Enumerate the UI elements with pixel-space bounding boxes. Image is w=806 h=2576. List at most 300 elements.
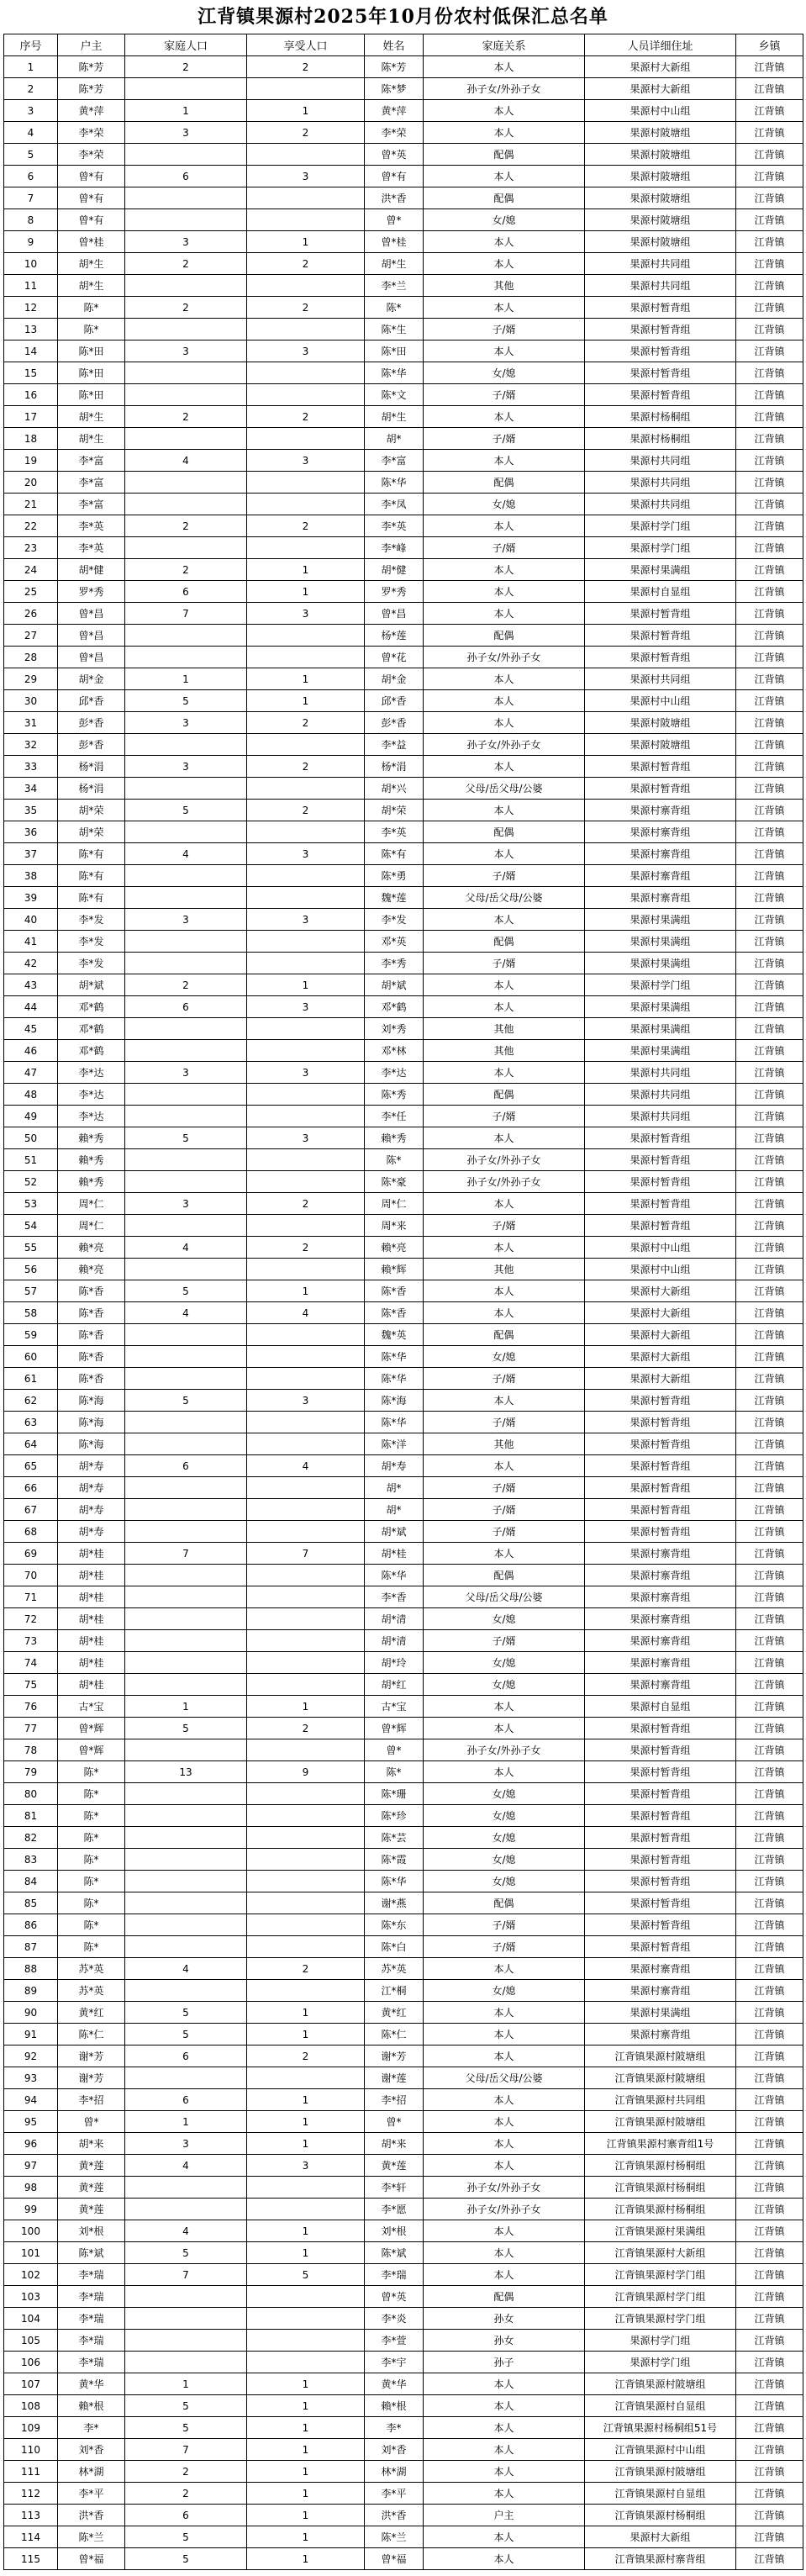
cell-name: 陈*有	[365, 843, 424, 865]
cell-seq: 45	[4, 1018, 58, 1040]
cell-family-size	[125, 647, 247, 668]
cell-address: 果源村中山组	[585, 1259, 736, 1280]
cell-relation: 配偶	[424, 625, 585, 647]
cell-town: 江背镇	[736, 515, 803, 537]
cell-head: 胡*健	[58, 559, 125, 581]
cell-head: 黄*莲	[58, 2177, 125, 2199]
cell-benefit-size: 3	[247, 340, 365, 362]
cell-address: 果源村学门组	[585, 515, 736, 537]
cell-family-size: 5	[125, 2395, 247, 2417]
table-row	[4, 2352, 803, 2373]
cell-seq: 55	[4, 1237, 58, 1259]
cell-relation: 本人	[424, 253, 585, 275]
cell-name: 賴*辉	[365, 1259, 424, 1280]
cell-family-size: 4	[125, 1237, 247, 1259]
cell-seq: 43	[4, 974, 58, 996]
cell-family-size	[125, 1608, 247, 1630]
cell-benefit-size	[247, 1149, 365, 1171]
cell-relation: 本人	[424, 1455, 585, 1477]
cell-seq: 3	[4, 100, 58, 122]
cell-relation: 父母/岳父母/公婆	[424, 2067, 585, 2089]
cell-name: 胡*玲	[365, 1652, 424, 1674]
cell-address: 果源村共同组	[585, 450, 736, 472]
cell-family-size: 1	[125, 100, 247, 122]
cell-seq: 13	[4, 319, 58, 340]
cell-family-size: 4	[125, 1958, 247, 1980]
cell-name: 杨*涓	[365, 756, 424, 778]
cell-name: 李*轩	[365, 2177, 424, 2199]
cell-address: 江背镇果源村陂塘组	[585, 2373, 736, 2395]
cell-family-size: 1	[125, 1696, 247, 1718]
cell-address: 果源村暂背组	[585, 1936, 736, 1958]
cell-name: 陈*	[365, 297, 424, 319]
table-row	[4, 1980, 803, 2002]
cell-address: 果源村寨背组	[585, 1543, 736, 1565]
cell-benefit-size	[247, 494, 365, 515]
cell-seq: 63	[4, 1412, 58, 1433]
cell-relation: 本人	[424, 2395, 585, 2417]
cell-town: 江背镇	[736, 625, 803, 647]
table-row	[4, 56, 803, 78]
cell-town: 江背镇	[736, 843, 803, 865]
cell-benefit-size	[247, 1630, 365, 1652]
cell-address: 果源村暂背组	[585, 1871, 736, 1892]
table-row	[4, 1521, 803, 1543]
cell-town: 江背镇	[736, 100, 803, 122]
cell-family-size	[125, 2352, 247, 2373]
cell-name: 陈*兰	[365, 2526, 424, 2548]
cell-relation: 其他	[424, 275, 585, 297]
table-row	[4, 909, 803, 931]
cell-benefit-size: 2	[247, 756, 365, 778]
cell-address: 果源村大新组	[585, 2526, 736, 2548]
table-row	[4, 428, 803, 450]
cell-head: 曾*昌	[58, 603, 125, 625]
cell-relation: 本人	[424, 800, 585, 821]
cell-name: 谢*莲	[365, 2067, 424, 2089]
cell-name: 魏*英	[365, 1324, 424, 1346]
cell-town: 江背镇	[736, 2526, 803, 2548]
cell-seq: 18	[4, 428, 58, 450]
cell-family-size	[125, 1936, 247, 1958]
cell-head: 賴*秀	[58, 1127, 125, 1149]
cell-name: 胡*健	[365, 559, 424, 581]
cell-address: 果源村暂背组	[585, 1761, 736, 1783]
cell-head: 黄*华	[58, 2373, 125, 2395]
table-row	[4, 1871, 803, 1892]
cell-benefit-size: 3	[247, 2155, 365, 2177]
table-row	[4, 319, 803, 340]
cell-benefit-size	[247, 1324, 365, 1346]
cell-family-size: 3	[125, 712, 247, 734]
cell-name: 谢*燕	[365, 1892, 424, 1914]
cell-head: 李*瑞	[58, 2264, 125, 2286]
table-row	[4, 690, 803, 712]
cell-head: 苏*英	[58, 1958, 125, 1980]
cell-town: 江背镇	[736, 1761, 803, 1783]
cell-address: 果源村暂背组	[585, 362, 736, 384]
cell-name: 洪*香	[365, 187, 424, 209]
cell-head: 陈*田	[58, 340, 125, 362]
cell-address: 果源村暂背组	[585, 1739, 736, 1761]
cell-address: 果源村寨背组	[585, 1958, 736, 1980]
table-row	[4, 2264, 803, 2286]
cell-town: 江背镇	[736, 2395, 803, 2417]
cell-head: 曾*辉	[58, 1739, 125, 1761]
cell-benefit-size: 4	[247, 1455, 365, 1477]
cell-family-size	[125, 821, 247, 843]
cell-name: 胡*荣	[365, 800, 424, 821]
cell-family-size: 5	[125, 1390, 247, 1412]
cell-head: 陈*	[58, 1783, 125, 1805]
cell-head: 李*发	[58, 953, 125, 974]
table-row	[4, 1149, 803, 1171]
cell-family-size: 5	[125, 1127, 247, 1149]
cell-address: 果源村暂背组	[585, 1783, 736, 1805]
cell-seq: 64	[4, 1433, 58, 1455]
cell-benefit-size	[247, 1499, 365, 1521]
cell-address: 果源村寨背组	[585, 1565, 736, 1586]
cell-address: 果源村暂背组	[585, 1892, 736, 1914]
cell-seq: 57	[4, 1280, 58, 1302]
cell-address: 果源村果满组	[585, 931, 736, 953]
cell-head: 李*富	[58, 494, 125, 515]
cell-head: 李*	[58, 2417, 125, 2439]
cell-relation: 本人	[424, 2045, 585, 2067]
cell-seq: 42	[4, 953, 58, 974]
table-row	[4, 1608, 803, 1630]
cell-head: 賴*秀	[58, 1171, 125, 1193]
cell-benefit-size: 1	[247, 2417, 365, 2439]
cell-family-size	[125, 1215, 247, 1237]
cell-head: 李*富	[58, 472, 125, 494]
cell-benefit-size	[247, 1674, 365, 1696]
cell-address: 果源村陂塘组	[585, 734, 736, 756]
cell-seq: 106	[4, 2352, 58, 2373]
cell-head: 邱*香	[58, 690, 125, 712]
cell-head: 邓*鹤	[58, 996, 125, 1018]
cell-name: 陈*	[365, 1761, 424, 1783]
cell-name: 陈*文	[365, 384, 424, 406]
table-row	[4, 1827, 803, 1849]
cell-address: 果源村中山组	[585, 100, 736, 122]
cell-relation: 其他	[424, 1259, 585, 1280]
cell-relation: 孙子女/外孙子女	[424, 2199, 585, 2220]
cell-address: 果源村暂背组	[585, 340, 736, 362]
cell-family-size	[125, 1084, 247, 1106]
cell-head: 陈*香	[58, 1280, 125, 1302]
cell-relation: 本人	[424, 2417, 585, 2439]
cell-relation: 本人	[424, 974, 585, 996]
table-row	[4, 1761, 803, 1783]
cell-seq: 68	[4, 1521, 58, 1543]
cell-benefit-size	[247, 2067, 365, 2089]
cell-family-size: 6	[125, 2045, 247, 2067]
cell-benefit-size: 1	[247, 2461, 365, 2483]
cell-address: 果源村暂背组	[585, 1827, 736, 1849]
cell-town: 江背镇	[736, 209, 803, 231]
cell-address: 果源村暂背组	[585, 1521, 736, 1543]
cell-head: 黄*萍	[58, 100, 125, 122]
cell-name: 胡*寿	[365, 1455, 424, 1477]
cell-town: 江背镇	[736, 428, 803, 450]
table-row	[4, 78, 803, 100]
cell-relation: 本人	[424, 909, 585, 931]
cell-head: 李*达	[58, 1106, 125, 1127]
cell-town: 江背镇	[736, 144, 803, 166]
cell-benefit-size	[247, 319, 365, 340]
cell-head: 陈*田	[58, 384, 125, 406]
cell-seq: 22	[4, 515, 58, 537]
cell-benefit-size	[247, 821, 365, 843]
cell-town: 江背镇	[736, 319, 803, 340]
table-row	[4, 778, 803, 800]
cell-name: 陈*华	[365, 1871, 424, 1892]
cell-seq: 80	[4, 1783, 58, 1805]
cell-benefit-size	[247, 428, 365, 450]
cell-family-size: 5	[125, 2526, 247, 2548]
cell-address: 果源村暂背组	[585, 756, 736, 778]
cell-relation: 子/婿	[424, 1521, 585, 1543]
cell-relation: 子/婿	[424, 1106, 585, 1127]
cell-benefit-size	[247, 1171, 365, 1193]
cell-head: 李*发	[58, 909, 125, 931]
cell-benefit-size	[247, 734, 365, 756]
table-row	[4, 1062, 803, 1084]
cell-head: 胡*寿	[58, 1521, 125, 1543]
table-row	[4, 1433, 803, 1455]
table-row	[4, 253, 803, 275]
cell-town: 江背镇	[736, 1499, 803, 1521]
cell-benefit-size: 1	[247, 2024, 365, 2045]
cell-benefit-size: 1	[247, 974, 365, 996]
cell-head: 陈*斌	[58, 2242, 125, 2264]
cell-benefit-size: 1	[247, 2526, 365, 2548]
cell-seq: 111	[4, 2461, 58, 2483]
cell-head: 胡*荣	[58, 821, 125, 843]
cell-benefit-size: 1	[247, 2220, 365, 2242]
cell-name: 陈*东	[365, 1914, 424, 1936]
cell-relation: 本人	[424, 581, 585, 603]
cell-relation: 女/媳	[424, 1827, 585, 1849]
cell-benefit-size	[247, 1565, 365, 1586]
cell-seq: 110	[4, 2439, 58, 2461]
table-row	[4, 953, 803, 974]
cell-name: 陈*华	[365, 362, 424, 384]
cell-family-size	[125, 1827, 247, 1849]
cell-relation: 本人	[424, 2155, 585, 2177]
cell-relation: 本人	[424, 603, 585, 625]
cell-seq: 10	[4, 253, 58, 275]
cell-head: 陈*芳	[58, 56, 125, 78]
cell-family-size	[125, 1565, 247, 1586]
cell-relation: 本人	[424, 2526, 585, 2548]
cell-benefit-size: 3	[247, 1390, 365, 1412]
table-row	[4, 362, 803, 384]
cell-seq: 67	[4, 1499, 58, 1521]
cell-head: 古*宝	[58, 1696, 125, 1718]
cell-head: 陈*	[58, 1936, 125, 1958]
table-body	[4, 56, 803, 2570]
cell-relation: 子/婿	[424, 1412, 585, 1433]
cell-name: 胡*桂	[365, 1543, 424, 1565]
cell-relation: 子/婿	[424, 537, 585, 559]
cell-benefit-size	[247, 275, 365, 297]
cell-seq: 31	[4, 712, 58, 734]
cell-relation: 配偶	[424, 472, 585, 494]
cell-head: 曾*昌	[58, 625, 125, 647]
cell-benefit-size	[247, 362, 365, 384]
cell-seq: 12	[4, 297, 58, 319]
cell-seq: 14	[4, 340, 58, 362]
cell-head: 彭*香	[58, 712, 125, 734]
cell-address: 果源村果满组	[585, 1040, 736, 1062]
cell-relation: 子/婿	[424, 1215, 585, 1237]
cell-relation: 孙子女/外孙子女	[424, 734, 585, 756]
cell-head: 李*英	[58, 515, 125, 537]
cell-benefit-size	[247, 647, 365, 668]
cell-family-size	[125, 625, 247, 647]
cell-name: 胡*	[365, 1499, 424, 1521]
table-row	[4, 887, 803, 909]
cell-name: 胡*	[365, 1477, 424, 1499]
cell-family-size	[125, 1433, 247, 1455]
cell-relation: 子/婿	[424, 1630, 585, 1652]
cell-town: 江背镇	[736, 1433, 803, 1455]
cell-address: 果源村暂背组	[585, 778, 736, 800]
table-row	[4, 2045, 803, 2067]
cell-head: 陈*有	[58, 865, 125, 887]
cell-family-size	[125, 2330, 247, 2352]
cell-benefit-size	[247, 2286, 365, 2308]
table-row	[4, 1783, 803, 1805]
cell-name: 李*富	[365, 450, 424, 472]
cell-seq: 78	[4, 1739, 58, 1761]
table-row	[4, 625, 803, 647]
cell-seq: 59	[4, 1324, 58, 1346]
cell-family-size: 2	[125, 2483, 247, 2505]
cell-family-size	[125, 887, 247, 909]
table-row	[4, 2111, 803, 2133]
table-row	[4, 2526, 803, 2548]
cell-seq: 101	[4, 2242, 58, 2264]
cell-name: 賴*亮	[365, 1237, 424, 1259]
table-row	[4, 2002, 803, 2024]
cell-name: 陈*豪	[365, 1171, 424, 1193]
cell-family-size	[125, 1412, 247, 1433]
cell-head: 陈*	[58, 1849, 125, 1871]
cell-town: 江背镇	[736, 931, 803, 953]
cell-benefit-size: 3	[247, 603, 365, 625]
cell-family-size	[125, 2067, 247, 2089]
cell-head: 邓*鹤	[58, 1040, 125, 1062]
cell-head: 賴*秀	[58, 1149, 125, 1171]
table-row	[4, 931, 803, 953]
table-row	[4, 166, 803, 187]
table-row	[4, 1805, 803, 1827]
cell-town: 江背镇	[736, 603, 803, 625]
cell-seq: 112	[4, 2483, 58, 2505]
cell-head: 洪*香	[58, 2505, 125, 2526]
table-row	[4, 1346, 803, 1368]
cell-address: 果源村共同组	[585, 1106, 736, 1127]
cell-seq: 91	[4, 2024, 58, 2045]
cell-relation: 子/婿	[424, 428, 585, 450]
cell-head: 曾*福	[58, 2548, 125, 2570]
cell-seq: 75	[4, 1674, 58, 1696]
cell-address: 果源村自显组	[585, 1696, 736, 1718]
cell-town: 江背镇	[736, 1980, 803, 2002]
cell-seq: 86	[4, 1914, 58, 1936]
cell-address: 果源村寨背组	[585, 1980, 736, 2002]
cell-name: 李*	[365, 2417, 424, 2439]
cell-head: 李*瑞	[58, 2286, 125, 2308]
cell-benefit-size	[247, 1477, 365, 1499]
cell-name: 陈*霞	[365, 1849, 424, 1871]
cell-head: 胡*生	[58, 406, 125, 428]
cell-name: 曾*	[365, 2111, 424, 2133]
table-row	[4, 2067, 803, 2089]
cell-town: 江背镇	[736, 1521, 803, 1543]
cell-relation: 子/婿	[424, 1936, 585, 1958]
cell-address: 果源村果满组	[585, 1018, 736, 1040]
cell-address: 果源村暂背组	[585, 384, 736, 406]
cell-relation: 本人	[424, 2439, 585, 2461]
cell-family-size	[125, 187, 247, 209]
table-row	[4, 1018, 803, 1040]
cell-address: 江背镇果源村学门组	[585, 2264, 736, 2286]
cell-name: 杨*莲	[365, 625, 424, 647]
cell-town: 江背镇	[736, 2461, 803, 2483]
cell-family-size	[125, 1630, 247, 1652]
cell-name: 陈*珊	[365, 1783, 424, 1805]
cell-seq: 76	[4, 1696, 58, 1718]
cell-town: 江背镇	[736, 2067, 803, 2089]
cell-head: 李*达	[58, 1084, 125, 1106]
cell-address: 江背镇果源村陂塘组	[585, 2045, 736, 2067]
cell-address: 果源村暂背组	[585, 1215, 736, 1237]
cell-seq: 5	[4, 144, 58, 166]
cell-head: 胡*桂	[58, 1630, 125, 1652]
cell-head: 周*仁	[58, 1193, 125, 1215]
cell-benefit-size: 3	[247, 843, 365, 865]
cell-address: 果源村寨背组	[585, 1630, 736, 1652]
cell-head: 胡*生	[58, 275, 125, 297]
cell-seq: 23	[4, 537, 58, 559]
cell-address: 果源村寨背组	[585, 2024, 736, 2045]
table-row	[4, 581, 803, 603]
cell-address: 果源村暂背组	[585, 1455, 736, 1477]
cell-town: 江背镇	[736, 996, 803, 1018]
cell-town: 江背镇	[736, 362, 803, 384]
cell-town: 江背镇	[736, 2177, 803, 2199]
table-row	[4, 1565, 803, 1586]
cell-town: 江背镇	[736, 297, 803, 319]
document-title: 江背镇果源村2025年10月份农村低保汇总名单	[198, 6, 608, 28]
cell-name: 李*瑞	[365, 2264, 424, 2286]
cell-family-size	[125, 1346, 247, 1368]
cell-benefit-size	[247, 2308, 365, 2330]
cell-head: 陈*有	[58, 843, 125, 865]
table-row	[4, 515, 803, 537]
cell-relation: 本人	[424, 2548, 585, 2570]
table-header-row	[4, 34, 803, 56]
table-row	[4, 1499, 803, 1521]
cell-seq: 8	[4, 209, 58, 231]
table-row	[4, 1543, 803, 1565]
table-row	[4, 1914, 803, 1936]
cell-town: 江背镇	[736, 1018, 803, 1040]
